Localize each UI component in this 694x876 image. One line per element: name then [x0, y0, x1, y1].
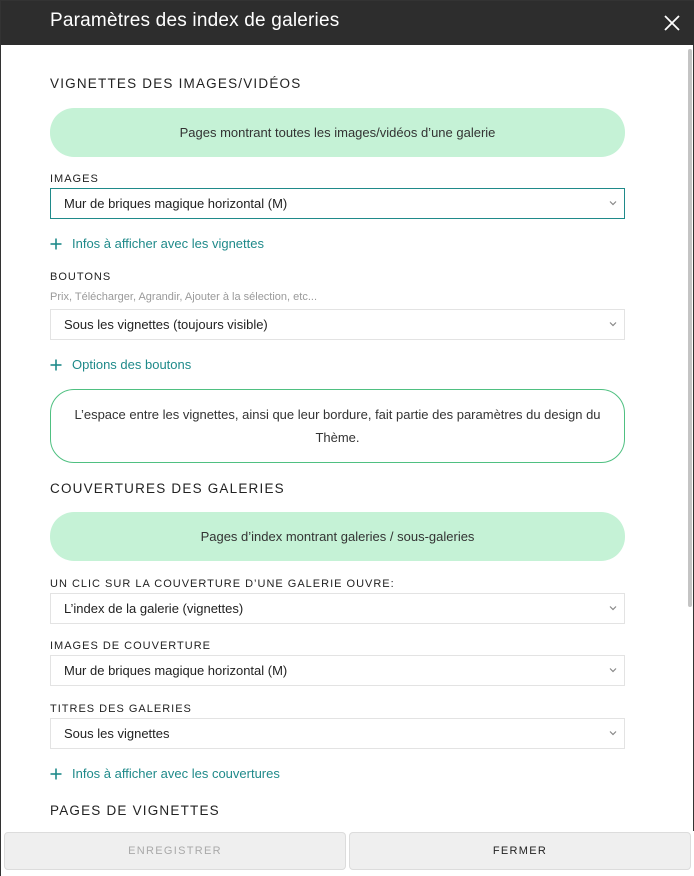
images-label: IMAGES	[50, 173, 99, 185]
plus-icon	[50, 238, 62, 250]
section-title-thumbnails: VIGNETTES DES IMAGES/VIDÉOS	[50, 76, 302, 91]
buttons-select[interactable]	[50, 309, 625, 340]
gallery-titles-select-value: Sous les vignettes	[64, 726, 170, 741]
thumbnails-info-pill: Pages montrant toutes les images/vidéos d’une galerie	[50, 108, 625, 157]
plus-icon	[50, 359, 62, 371]
images-select[interactable]	[50, 188, 625, 219]
cover-click-select[interactable]	[50, 593, 625, 624]
images-select-value: Mur de briques magique horizontal (M)	[64, 196, 288, 211]
section-title-thumbnail-pages: PAGES DE VIGNETTES	[50, 803, 220, 818]
cover-infos-expander-label: Infos à afficher avec les couvertures	[72, 766, 280, 781]
chevron-down-icon	[608, 665, 618, 675]
buttons-select-value: Sous les vignettes (toujours visible)	[64, 317, 268, 332]
buttons-options-expander[interactable]	[50, 357, 191, 372]
close-icon[interactable]	[661, 12, 683, 34]
thumbnail-infos-expander-label: Infos à afficher avec les vignettes	[72, 236, 264, 251]
thumbnail-infos-expander[interactable]	[50, 236, 264, 251]
chevron-down-icon	[608, 198, 618, 208]
buttons-hint: Prix, Télécharger, Agrandir, Ajouter à la sélection, etc...	[50, 291, 317, 303]
scrollbar[interactable]	[688, 49, 692, 607]
cover-images-label: IMAGES DE COUVERTURE	[50, 640, 211, 652]
buttons-options-expander-label: Options des boutons	[72, 357, 192, 372]
chevron-down-icon	[608, 603, 618, 613]
cover-infos-expander[interactable]	[50, 766, 280, 781]
dialog-title: Paramètres des index de galeries	[50, 10, 340, 31]
gallery-titles-select[interactable]	[50, 718, 625, 749]
gallery-titles-label: TITRES DES GALERIES	[50, 703, 192, 715]
buttons-label: BOUTONS	[50, 271, 112, 283]
cover-click-select-value: L’index de la galerie (vignettes)	[64, 601, 244, 616]
chevron-down-icon	[608, 728, 618, 738]
section-title-covers: COUVERTURES DES GALERIES	[50, 481, 285, 496]
chevron-down-icon	[608, 319, 618, 329]
dialog-header	[1, 1, 694, 45]
spacing-note: L’espace entre les vignettes, ainsi que leur bordure, fait partie des paramètres du design du Thème.	[50, 389, 625, 463]
close-button[interactable]: FERMER	[349, 832, 691, 870]
cover-images-select[interactable]	[50, 655, 625, 686]
cover-click-label: UN CLIC SUR LA COUVERTURE D’UNE GALERIE OUVRE:	[50, 578, 395, 590]
plus-icon	[50, 768, 62, 780]
save-button[interactable]: ENREGISTRER	[4, 832, 346, 870]
cover-images-select-value: Mur de briques magique horizontal (M)	[64, 663, 288, 678]
covers-info-pill: Pages d’index montrant galeries / sous-galeries	[50, 512, 625, 561]
settings-scroll-area[interactable]	[1, 45, 694, 831]
